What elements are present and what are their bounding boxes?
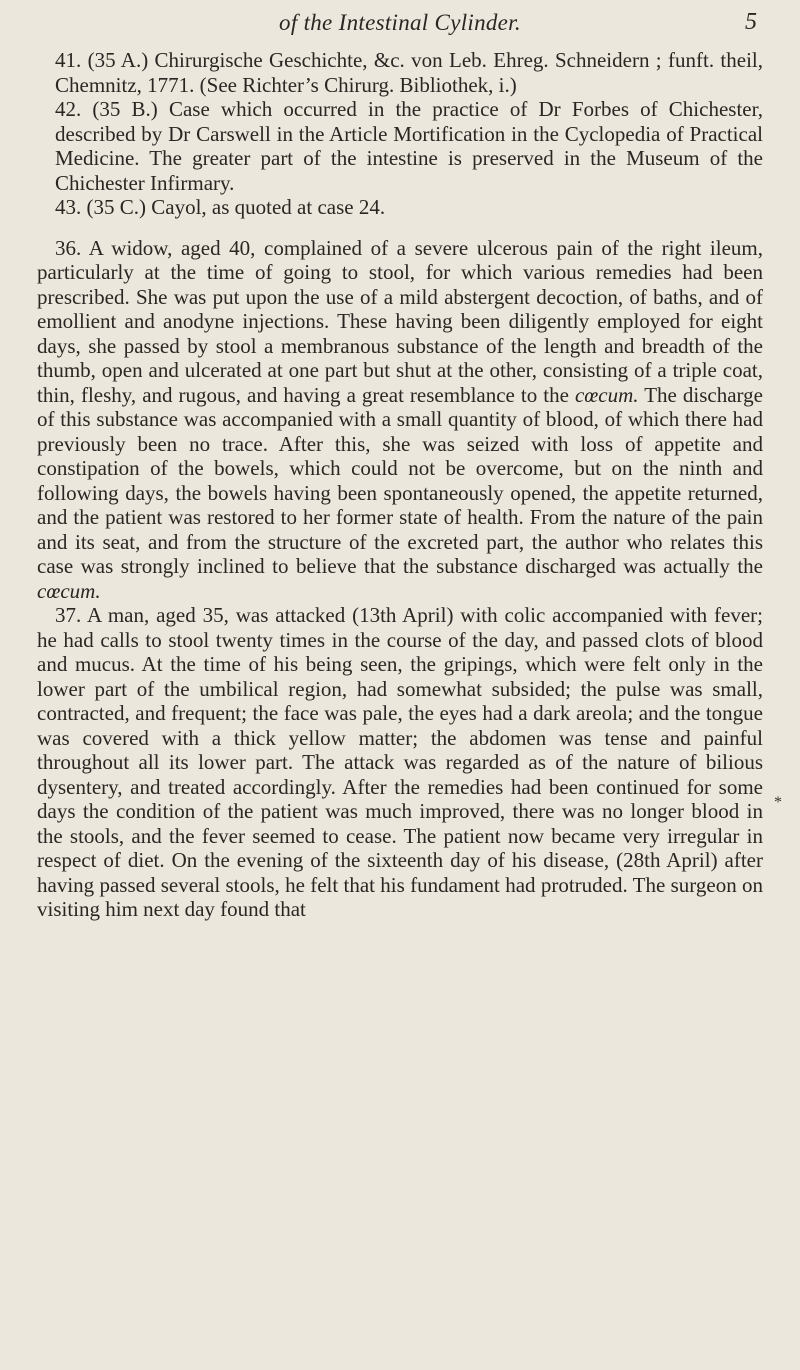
case-36-term-caecum: cœcum.	[574, 382, 639, 407]
reference-42: 42. (35 B.) Case which occurred in the practice of Dr Forbes of Chichester, described by Dr Carswell in the Article Mortification in the Cyclopedia of Practical Medicine. The greater part of the intestine is preserved in the Museum of the Chichester Infirmary.	[55, 97, 763, 195]
case-36-term-caecum-final: cœcum.	[37, 578, 101, 603]
running-title: of the Intestinal Cylinder.	[279, 10, 521, 35]
case-36-text-middle: The discharge of this substance was accompanied with a small quantity of blood, of which there had previously been no trace. After this, she was seized with loss of appetite and constipation of the bowels, which could not be overcome, but on the ninth and following days, the bowels having been spontaneously opened, the appetite returned, and the patient was restored to her former state of health. From the nature of the pain and its seat, and from the structure of the excreted part, the author who relates this case was strongly inclined to believe that the substance discharged was actually the	[37, 382, 763, 578]
section-gap	[37, 220, 763, 236]
case-36-paragraph	[37, 236, 763, 604]
reference-43: 43. (35 C.) Cayol, as quoted at case 24.	[55, 195, 386, 219]
margin-mark: *	[774, 794, 782, 811]
case-37-paragraph: 37. A man, aged 35, was attacked (13th April) with colic accompanied with fever; he had calls to stool twenty times in the course of the day, and passed clots of blood and mucus. At the time of his being seen, the gripings, which were felt only in the lower part of the umbilical region, had somewhat subsided; the pulse was small, contracted, and frequent; the face was pale, the eyes had a dark areola; and the tongue was covered with a thick yellow matter; the abdomen was tense and painful throughout all its lower part. The attack was regarded as of the nature of bilious dysentery, and treated accordingly. After the remedies had been continued for some days the condition of the patient was much improved, there was no longer blood in the stools, and the fever seemed to cease. The patient now became very irregular in respect of diet. On the evening of the sixteenth day of his disease, (28th April) after having passed several stools, he felt that his fundament had protruded. The surgeon on visiting him next day found that	[37, 603, 763, 921]
running-head	[40, 8, 760, 48]
page-number: 5	[745, 9, 757, 35]
reference-41: 41. (35 A.) Chirurgische Geschichte, &c. von Leb. Ehreg. Schneidern ; funft. theil, Chemnitz, 1771. (See Richter’s Chirurg. Bibliothek, i.)	[55, 48, 763, 97]
page-body	[37, 48, 763, 922]
case-36-text-start: 36. A widow, aged 40, complained of a severe ulcerous pain of the right ileum, particularly at the time of going to stool, for which various remedies had been prescribed. She was put upon the use of a mild abstergent decoction, of baths, and of emollient and anodyne injections. These having been diligently employed for eight days, she passed by stool a membranous substance of the length and breadth of the thumb, open and ulcerated at one part but shut at the other, consisting of a triple coat, thin, fleshy, and rugous, and having a great resemblance to the	[37, 235, 763, 407]
